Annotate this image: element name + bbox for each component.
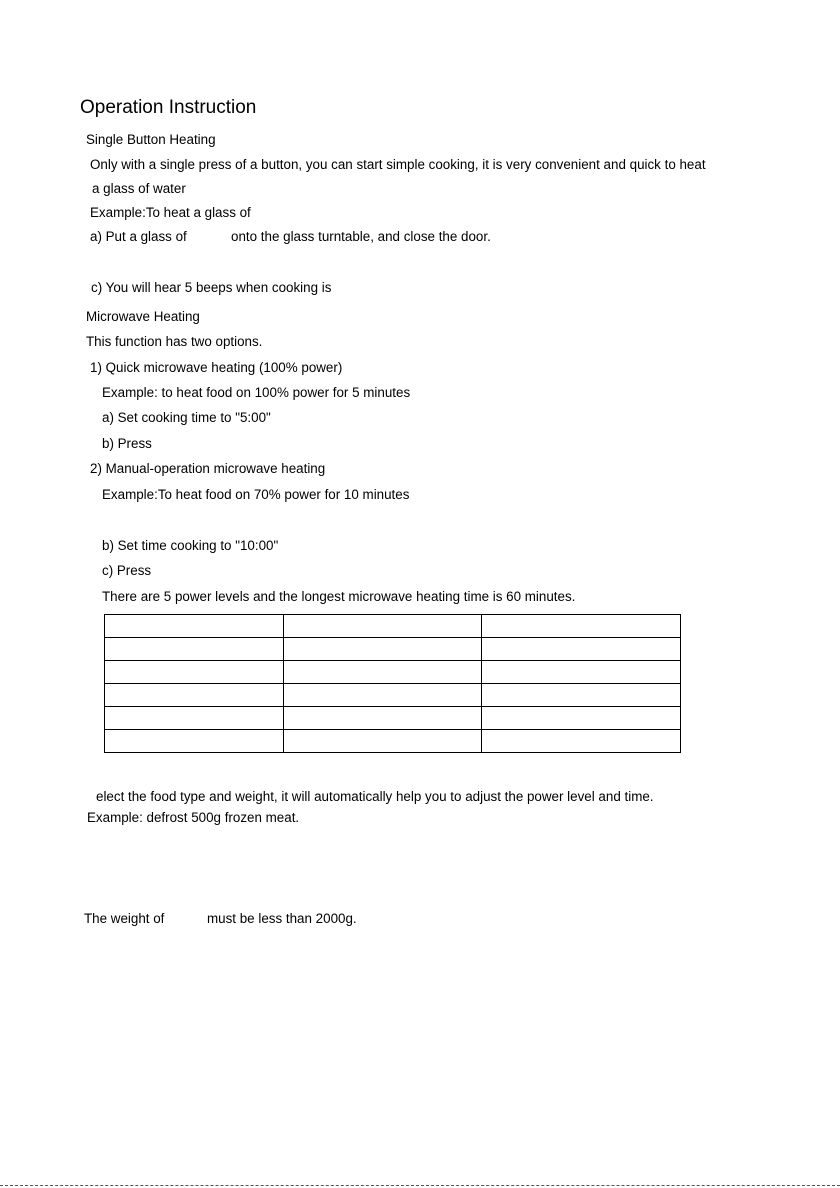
single-button-title: Single Button Heating: [86, 132, 216, 147]
single-button-step-a-part2: onto the glass turntable, and close the door.: [231, 229, 491, 244]
table-cell: [284, 638, 482, 661]
table-row: [105, 730, 681, 753]
single-button-step-a-part1: a) Put a glass of: [90, 229, 187, 244]
option-1-step-a: a) Set cooking time to "5:00": [102, 410, 271, 425]
table-cell: [105, 638, 284, 661]
option-2-step-b: b) Set time cooking to "10:00": [102, 538, 279, 553]
page-heading: Operation Instruction: [80, 97, 257, 118]
table-cell: [284, 661, 482, 684]
table-cell: [284, 684, 482, 707]
table-cell: [105, 684, 284, 707]
option-1-title: 1) Quick microwave heating (100% power): [90, 360, 343, 375]
table-cell: [105, 661, 284, 684]
table-cell: [284, 707, 482, 730]
single-button-desc-2: a glass of water: [92, 181, 186, 196]
defrost-example: Example: defrost 500g frozen meat.: [87, 810, 300, 825]
option-2-title: 2) Manual-operation microwave heating: [90, 461, 326, 476]
power-levels-table: [104, 614, 681, 753]
option-1-step-b: b) Press: [102, 436, 152, 451]
table-row: [105, 615, 681, 638]
power-levels-table-body: [105, 615, 681, 753]
table-cell: [482, 615, 681, 638]
table-row: [105, 707, 681, 730]
table-cell: [105, 615, 284, 638]
microwave-intro: This function has two options.: [86, 334, 263, 349]
table-cell: [284, 730, 482, 753]
defrost-description: elect the food type and weight, it will automatically help you to adjust the power level and time.: [96, 789, 654, 804]
weight-limit-part2: must be less than 2000g.: [207, 911, 357, 926]
single-button-desc-1: Only with a single press of a button, you can start simple cooking, it is very convenient and quick to heat: [90, 157, 706, 172]
option-1-example: Example: to heat food on 100% power for 5 minutes: [102, 385, 411, 400]
microwave-title: Microwave Heating: [86, 309, 200, 324]
single-button-example: Example:To heat a glass of: [90, 205, 251, 220]
option-2-example: Example:To heat food on 70% power for 10 minutes: [102, 487, 410, 502]
option-2-step-c: c) Press: [102, 563, 152, 578]
table-row: [105, 661, 681, 684]
table-cell: [105, 707, 284, 730]
table-cell: [482, 661, 681, 684]
table-row: [105, 638, 681, 661]
table-cell: [482, 638, 681, 661]
table-cell: [482, 707, 681, 730]
weight-limit-part1: The weight of: [84, 911, 165, 926]
table-cell: [284, 615, 482, 638]
table-row: [105, 684, 681, 707]
table-cell: [482, 684, 681, 707]
power-levels-note: There are 5 power levels and the longest microwave heating time is 60 minutes.: [102, 589, 576, 604]
table-cell: [482, 730, 681, 753]
single-button-step-c: c) You will hear 5 beeps when cooking is: [91, 280, 332, 295]
page-bottom-rule: [0, 1185, 840, 1186]
table-cell: [105, 730, 284, 753]
